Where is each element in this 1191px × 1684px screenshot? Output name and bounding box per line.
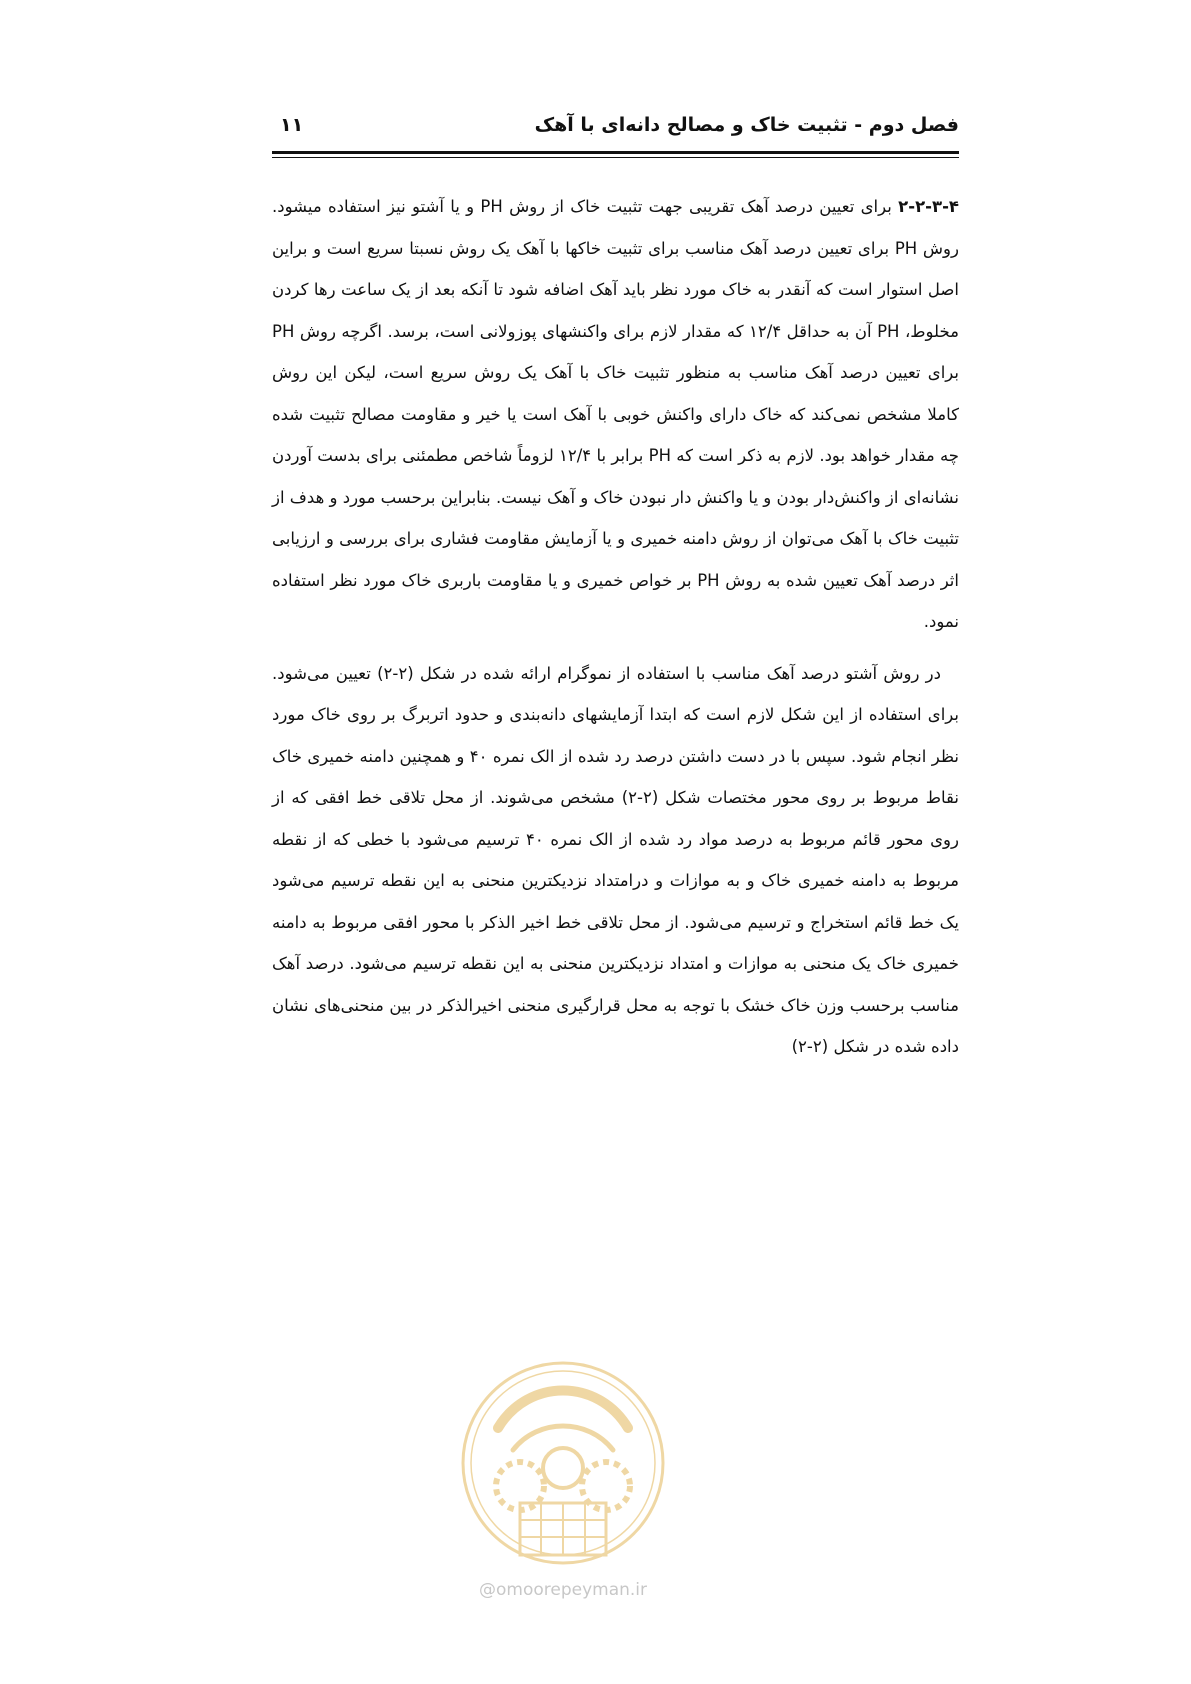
body-text (272, 186, 959, 1068)
seal-logo-icon (458, 1358, 668, 1568)
page-number: ۱۱ (280, 114, 304, 136)
watermark (458, 1358, 668, 1608)
header-rule-thin (272, 157, 959, 158)
paragraph-1-text: برای تعیین درصد آهک تقریبی جهت تثبیت خاک از روش PH و یا آشتو نیز استفاده میشود. روش PH برای تعیین درصد آهک مناسب برای تثبیت خاکها با آهک یک روش نسبتا سریع است و براین اصل استوار است که آنقدر به خاک مورد نظر باید آهک اضافه شود تا آنکه بعد از یک ساعت رها کردن مخلوط، PH آن به حداقل ۱۲/۴ که مقدار لازم برای واکنشهای پوزولانی است، برسد. اگرچه روش PH برای تعیین درصد آهک مناسب به منظور تثبیت خاک با آهک یک روش سریع است، لیکن این روش کاملا مشخص نمی‌کند که خاک دارای واکنش خوبی با آهک است یا خیر و مقاومت مصالح تثبیت شده چه مقدار خواهد بود. لازم به ذکر است که PH برابر با ۱۲/۴ لزوماً شاخص مطمئنی برای بدست آوردن نشانه‌ای از واکنش‌دار بودن و یا واکنش دار نبودن خاک و آهک نیست. بنابراین برحسب مورد و هدف از تثبیت خاک با آهک می‌توان از روش دامنه خمیری و یا آزمایش مقاومت فشاری برای بررسی و ارزیابی اثر درصد آهک تعیین شده به روش PH بر خواص خمیری و یا مقاومت باربری خاک مورد نظر استفاده نمود. (272, 197, 960, 631)
chapter-title: فصل دوم - تثبیت خاک و مصالح دانه‌ای با آهک (534, 114, 959, 136)
paragraph-2 (272, 653, 959, 1068)
header-rule-thick (272, 151, 959, 154)
paragraph-1 (272, 186, 959, 643)
watermark-site: @omoorepeyman.ir (478, 1580, 648, 1600)
section-number: ۲-۲-۳-۴ (898, 197, 959, 216)
paragraph-2-text: در روش آشتو درصد آهک مناسب با استفاده از نموگرام ارائه شده در شکل (۲-۲) تعیین می‌شود. برای استفاده از این شکل لازم است که ابتدا آزمایشهای دانه‌بندی و حدود اتربرگ بر روی خاک مورد نظر انجام شود. سپس با در دست داشتن درصد رد شده از الک نمره ۴۰ و همچنین دامنه خمیری خاک نقاط مربوط بر روی محور مختصات شکل (۲-۲) مشخص می‌شوند. از محل تلاقی خط افقی که از روی محور قائم مربوط به درصد مواد رد شده از الک نمره ۴۰ ترسیم می‌شود با خطی که از نقطه مربوط به دامنه خمیری خاک و به موازات و درامتداد نزدیکترین منحنی به این نقطه ترسیم می‌شود یک خط قائم استخراج و ترسیم می‌شود. از محل تلاقی خط اخیر الذکر با محور افقی مربوط به دامنه خمیری خاک یک منحنی به موازات و امتداد نزدیکترین منحنی به این نقطه ترسیم می‌شود. درصد آهک مناسب برحسب وزن خاک خشک با توجه به محل قرارگیری منحنی اخیرالذکر در بین منحنی‌های نشان داده شده در شکل (۲-۲) (272, 663, 959, 1056)
page-header (272, 114, 959, 154)
